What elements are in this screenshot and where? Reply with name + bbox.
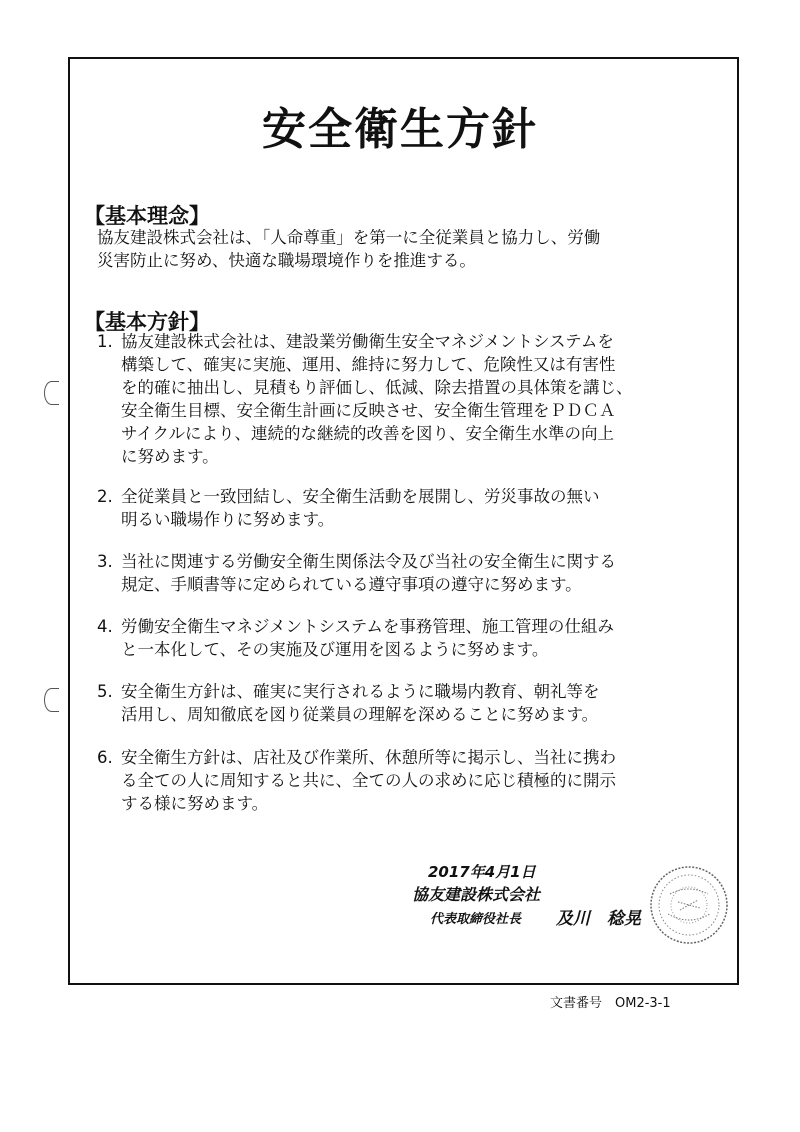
- signature-date: 2017年4月1日: [428, 863, 536, 881]
- policy-item-1: [121, 330, 633, 468]
- philosophy-heading: 【基本理念】: [84, 204, 210, 228]
- policy-line: 当社に関連する労働安全衛生関係法令及び当社の安全衛生に関する: [121, 552, 616, 571]
- policy-line: サイクルにより、連続的な継続的改善を図り、安全衛生水準の向上: [121, 424, 615, 443]
- policy-line: を的確に抽出し、見積もり評価し、低減、除去措置の具体策を講じ、: [121, 378, 633, 397]
- policy-line: する様に努めます。: [121, 794, 269, 813]
- policy-line: 規定、手順書等に定められている遵守事項の遵守に努めます。: [121, 575, 582, 594]
- policy-line: 構築して、確実に実施、運用、維持に努力して、危険性又は有害性: [121, 355, 616, 374]
- signature-position: 代表取締役社長: [430, 912, 522, 927]
- policy-line: 安全衛生目標、安全衛生計画に反映させ、安全衛生管理をＰＤＣＡ: [121, 401, 616, 420]
- policy-line: と一本化して、その実施及び運用を図るように努めます。: [121, 640, 549, 659]
- document-title: 安全衛生方針: [262, 104, 538, 155]
- policy-item-number: 2.: [97, 487, 113, 506]
- policy-line: 安全衛生方針は、店社及び作業所、休憩所等に掲示し、当社に携わ: [121, 748, 616, 767]
- company-seal-stamp: [648, 864, 730, 946]
- policy-line: 安全衛生方針は、確実に実行されるように職場内教育、朝礼等を: [121, 682, 600, 701]
- policy-line: に努めます。: [121, 447, 219, 466]
- policy-item-4: [121, 615, 614, 661]
- policy-line: 明るい職場作りに努めます。: [121, 510, 335, 529]
- policy-item-number: 6.: [97, 748, 113, 767]
- policy-line: 全従業員と一致団結し、安全衛生活動を展開し、労災事故の無い: [121, 487, 600, 506]
- philosophy-text: [97, 226, 600, 272]
- document-number: 文書番号 OM2-3-1: [550, 996, 671, 1011]
- policy-line: 協友建設株式会社は、建設業労働衛生安全マネジメントシステムを: [121, 332, 614, 351]
- policy-line: 活用し、周知徹底を図り従業員の理解を深めることに努めます。: [121, 705, 599, 724]
- signature-company: 協友建設株式会社: [412, 885, 541, 904]
- policy-line: る全ての人に周知すると共に、全ての人の求めに応じ積極的に開示: [121, 771, 616, 790]
- policy-item-6: [121, 746, 616, 815]
- policy-heading: 【基本方針】: [84, 310, 210, 334]
- policy-item-number: 4.: [97, 617, 113, 636]
- policy-line: 労働安全衛生マネジメントシステムを事務管理、施工管理の仕組み: [121, 617, 614, 636]
- policy-item-3: [121, 550, 616, 596]
- policy-item-number: 1.: [97, 332, 113, 351]
- policy-item-5: [121, 680, 600, 726]
- policy-item-number: 3.: [97, 552, 113, 571]
- philosophy-line: 災害防止に努め、快適な職場環境作りを推進する。: [97, 251, 476, 270]
- policy-item-number: 5.: [97, 682, 113, 701]
- signature-name: 及川 稔晃: [556, 909, 641, 929]
- punch-hole-bottom: [44, 688, 59, 712]
- punch-hole-top: [44, 381, 59, 405]
- philosophy-line: 協友建設株式会社は、「人命尊重」を第一に全従業員と協力し、労働: [97, 228, 601, 247]
- policy-item-2: [121, 485, 600, 531]
